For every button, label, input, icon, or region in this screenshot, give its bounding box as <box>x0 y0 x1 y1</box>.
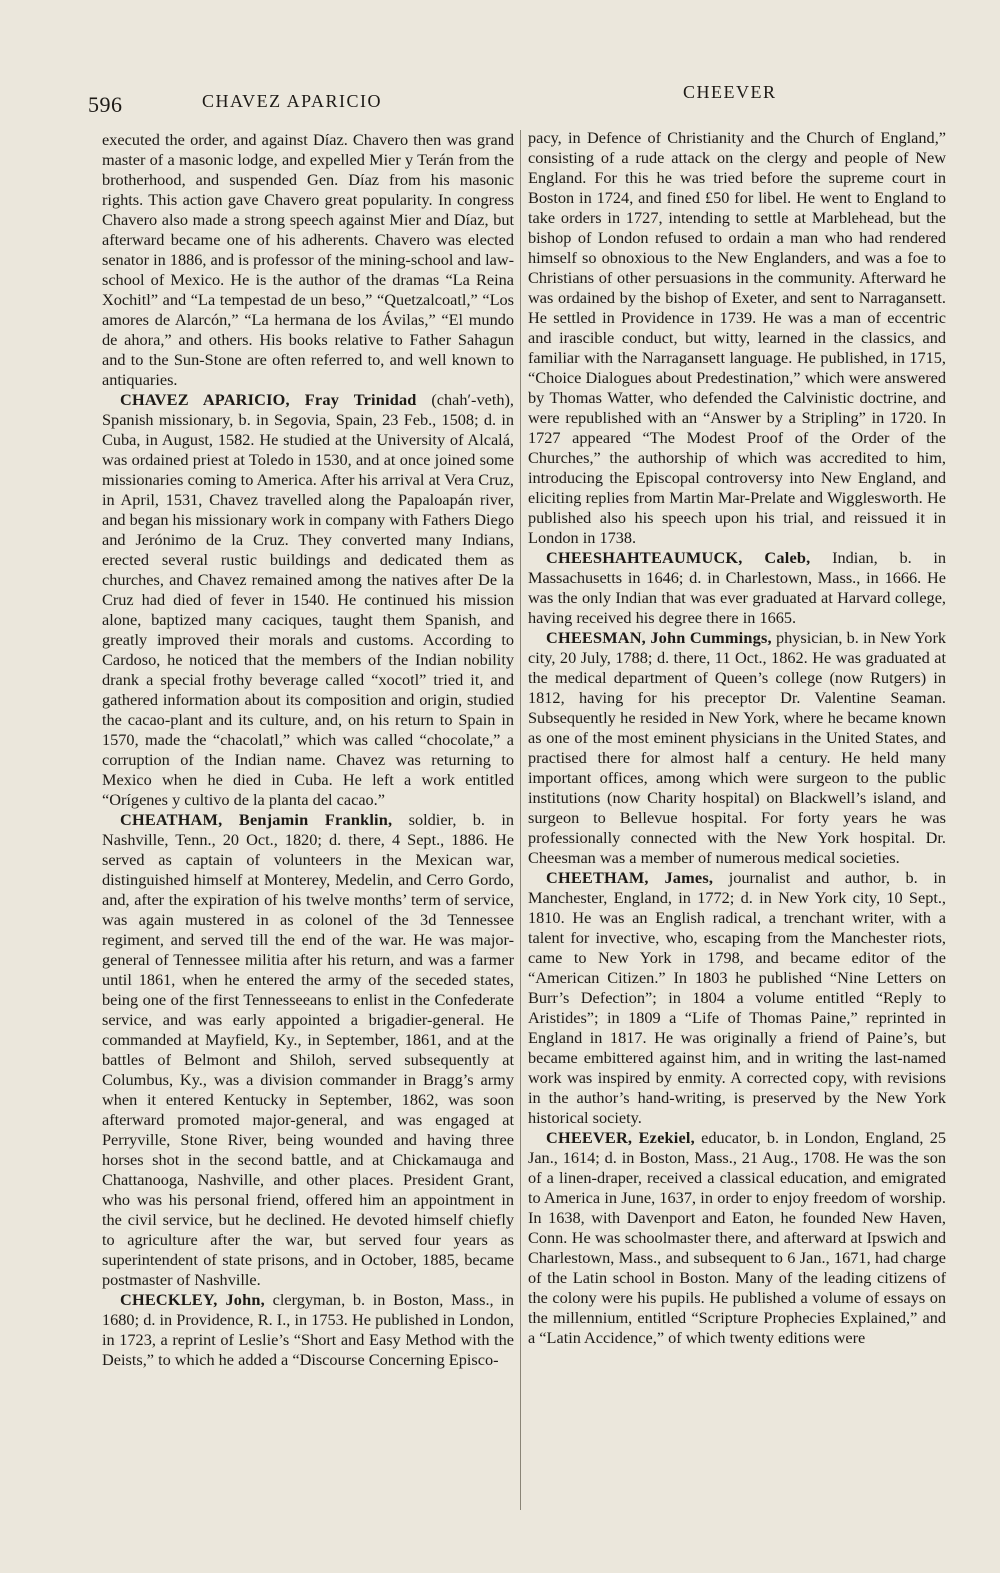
entry-text: educator, b. in London, England, 25 Jan., 1614; d. in Boston, Mass., 21 Aug., 1708. He was the son of a linen-draper, received a classical education, and emigrated to America in June, 1637, in order to enjoy freedom of worship. In 1638, with Davenport and Eaton, he founded New Haven, Conn. He was schoolmaster there, and afterward at Ipswich and Charlestown, Mass., and subsequent to 6 Jan., 1671, had charge of the Latin school in Boston. Many of the leading citizens of the colony were his pupils. He published a volume of essays on the millennium, entitled “Scripture Prophecies Explained,” and a “Latin Accidence,” of which twenty editions were <box>528 1128 946 1347</box>
entry-text: soldier, b. in Nashville, Tenn., 20 Oct., 1820; d. there, 4 Sept., 1886. He served as captain of volunteers in the Mexican war, distinguished himself at Monterey, Medelin, and Cerro Gordo, and, after the expiration of his twelve months’ term of service, was again mustered in as colonel of the 3d Tennessee regiment, and served till the end of the war. He was major-general of Tennessee militia after his return, and was a farmer until 1861, when he entered the army of the seceded states, being one of the first Tennesseeans to enlist in the Confederate service, and was early appointed a brigadier-general. He commanded at Mayfield, Ky., in September, 1861, and at the battles of Belmont and Shiloh, served subsequently at Columbus, Ky., was a division commander in Bragg’s army when it entered Kentucky in September, 1862, was soon afterward promoted major-general, and was engaged at Perryville, Stone River, being wounded and having three horses shot in the second battle, and at Chickamauga and Chattanooga, Nashville, and other places. President Grant, who was his personal friend, offered him an appointment in the civil service, but he declined. He devoted himself chiefly to agriculture after the war, but served four years as superintendent of state prisons, and in October, 1885, became postmaster of Nashville. <box>102 810 514 1289</box>
continuation-text: executed the order, and against Díaz. Chavero then was grand master of a masonic lodge, and expelled Mier y Terán from the brotherhood, and suspended Gen. Díaz from his masonic rights. This action gave Chavero great popularity. In congress Chavero also made a strong speech against Mier and Díaz, but afterward became one of his adherents. Chavero was elected senator in 1886, and is professor of the mining-school and law-school of Mexico. He is the author of the dramas “La Reina Xochitl” and “La tempestad de un beso,” “Quetzalcoatl,” “Los amores de Alarcón,” “La hermana de los Ávilas,” “El mundo de ahora,” and others. His books relative to Father Sahagun and to the Sun-Stone are often referred to, and well known to antiquaries. <box>102 130 514 389</box>
entry-cheeshahteaumuck-caleb <box>528 548 946 628</box>
entry-text: (chah′-veth), Spanish missionary, b. in Segovia, Spain, 23 Feb., 1508; d. in Cuba, in August, 1582. He studied at the University of Alcalá, was ordained priest at Toledo in 1530, and at once joined some missionaries coming to America. After his arrival at Vera Cruz, in April, 1531, Chavez travelled along the Papaloapán river, and began his missionary work in company with Fathers Diego and Jerónimo de la Cruz. They converted many Indians, erected several rustic buildings and dedicated them as churches, and Chavez remained among the natives after De la Cruz had died of fever in 1540. He continued his mission alone, baptized many caciques, taught them Spanish, and greatly improved their morals and customs. According to Cardoso, he noticed that the members of the Indian nobility drank a special frothy beverage called “xocotl” tried it, and gathered information about its composition and origin, studied the cacao-plant and its culture, and, on his return to Spain in 1570, made the “chacolatl,” which was called “chocolate,” a corruption of the Indian name. Chavez was returning to Mexico when he died in Cuba. He left a work entitled “Orígenes y cultivo de la planta del cacao.” <box>102 390 515 809</box>
entry-checkley-john <box>102 1290 514 1370</box>
right-column <box>528 128 946 1348</box>
entry-text: journalist and author, b. in Manchester, England, in 1772; d. in New York city, 10 Sept., 1810. He was an English radical, a trenchant writer, with a talent for invective, who, escaping from the Manchester riots, came to New York in 1798, and became editor of the “American Citizen.” In 1803 he published “Nine Letters on Burr’s Defection”; in 1804 a volume entitled “Reply to Aristides”; in 1809 a “Life of Thomas Paine,” reprinted in England in 1817. He was originally a friend of Paine’s, but became embittered against him, and in writing the last-named work was inspired by enmity. A corrected copy, with revisions in the author’s hand-writing, is preserved by the New York historical society. <box>528 868 947 1127</box>
entry-headword: CHAVEZ APARICIO, Fray Trinidad <box>120 390 417 409</box>
left-column <box>102 130 514 1370</box>
entry-chavez-aparicio <box>102 390 514 810</box>
entry-headword: CHEATHAM, Benjamin Franklin, <box>120 810 393 829</box>
page-number: 596 <box>88 92 123 117</box>
column-divider <box>520 130 521 1510</box>
entry-cheesman-john <box>528 628 946 868</box>
entry-headword: CHEESMAN, John Cummings, <box>546 628 772 647</box>
entry-cheetham-james <box>528 868 946 1128</box>
running-head-left: CHAVEZ APARICIO <box>202 91 383 111</box>
entry-headword: CHEETHAM, James, <box>546 868 714 887</box>
entry-text: Indian, b. in Massachusetts in 1646; d. in Charlestown, Mass., in 1666. He was the only Indian that was ever graduated at Harvard college, having received his degree there in 1665. <box>528 548 947 627</box>
entry-text: physician, b. in New York city, 20 July, 1788; d. there, 11 Oct., 1862. He was graduated at the medical department of Queen’s college (now Rutgers) in 1812, having for his preceptor Dr. Valentine Seaman. Subsequently he resided in New York, where he became known as one of the most eminent physicians in the United States, and practised there for almost half a century. He held many important offices, among which were surgeon to the public institutions (now Charity hospital) on Blackwell’s island, and surgeon to Bellevue hospital. For forty years he was professionally connected with the New York hospital. Dr. Cheesman was a member of numerous medical societies. <box>528 628 947 867</box>
entry-text: clergyman, b. in Boston, Mass., in 1680; d. in Providence, R. I., in 1753. He published in London, in 1723, a reprint of Leslie’s “Short and Easy Method with the Deists,” to which he added a “Discourse Concerning Episco- <box>102 1290 514 1369</box>
entry-headword: CHEESHAHTEAUMUCK, Caleb, <box>546 548 811 567</box>
entry-cheatham-benjamin <box>102 810 514 1290</box>
continuation-text: pacy, in Defence of Christianity and the Church of England,” consisting of a rude attack on the clergy and people of New England. For this he was tried before the supreme court in Boston in 1724, and fined £50 for libel. He went to England to take orders in 1727, intending to settle at Marblehead, but the bishop of London refused to ordain a man who had rendered himself so obnoxious to the New Englanders, and was a foe to Christians of other persuasions in the community. Afterward he was ordained by the bishop of Exeter, and sent to Narragansett. He settled in Providence in 1739. He was a man of eccentric and irascible conduct, but witty, learned in the classics, and familiar with the Narragansett language. He published, in 1715, “Choice Dialogues about Predestination,” which were answered by Thomas Watter, who defended the Calvinistic doctrine, and were republished with an “Answer by a Stripling” in 1720. In 1727 appeared “The Modest Proof of the Order of the Churches,” the authorship of which was accredited to him, introducing the Episcopal controversy into New England, and eliciting replies from Martin Mar-Prelate and Wigglesworth. He published also his speech upon his trial, and reissued it in London in 1738. <box>528 128 946 547</box>
running-head-right: CHEEVER <box>683 82 777 102</box>
entry-cheever-ezekiel <box>528 1128 946 1348</box>
entry-headword: CHECKLEY, John, <box>120 1290 265 1309</box>
entry-headword: CHEEVER, Ezekiel, <box>546 1128 695 1147</box>
